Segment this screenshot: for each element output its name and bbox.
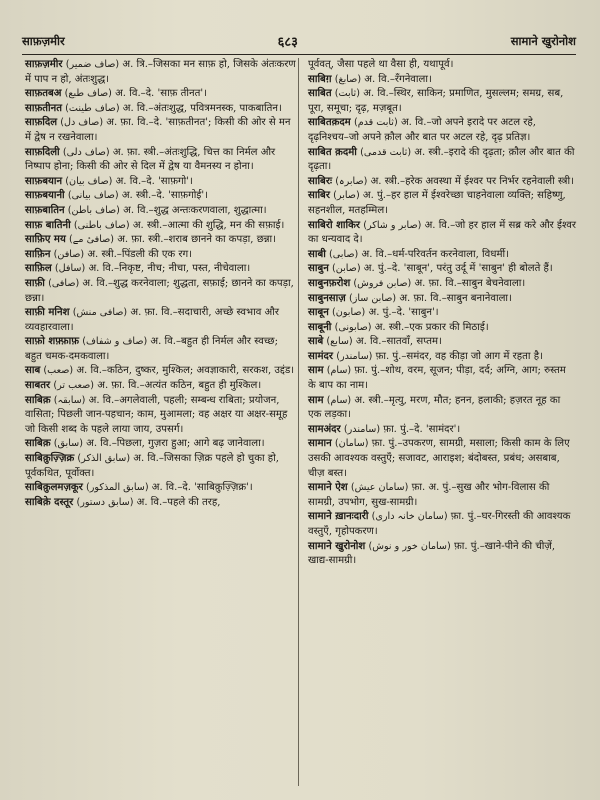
entry-definition: अ. वि.–दे. 'साबिक़ुज़्ज़िक्र'। xyxy=(148,482,253,494)
entry-headword: साबूनी xyxy=(308,321,332,333)
entry-definition: अ. वि.–निकृष्ट, नीच; नीचा, पस्त, नीचेवाला। xyxy=(85,263,251,275)
entry-urdu-script: (صافی منش) xyxy=(72,307,128,319)
entry-headword: सामाने ऐश xyxy=(308,482,348,494)
entry-definition: अ. फ़ा. वि.–अत्यंत कठिन, बहुत ही मुश्किल। xyxy=(94,380,262,392)
entry-urdu-script: (صابن ساز) xyxy=(348,292,397,304)
entry-urdu-script: (صاف طینت) xyxy=(65,102,120,114)
column-separator xyxy=(298,58,299,786)
entry-urdu-script: (صاف طبع) xyxy=(64,88,112,100)
entry-headword: सामाने ख़ानःदारी xyxy=(308,511,369,523)
entry-urdu-script: (صاف باطن) xyxy=(67,204,120,216)
entry-headword: साबित xyxy=(308,88,332,100)
entry-headword: साम xyxy=(308,365,324,377)
dictionary-entry xyxy=(25,175,297,190)
entry-headword: साबिक़ xyxy=(25,438,51,450)
dictionary-entry xyxy=(308,510,576,539)
entry-headword: साबिक़े दस्तूर xyxy=(25,496,74,508)
entry-definition: अ. पुं.–दे. 'साबून', परंतु उर्दू में 'साबुन' ही बोलते हैं। xyxy=(360,263,553,275)
entry-definition: अ. वि.–सातवाँ, सप्तम। xyxy=(352,336,442,348)
entry-headword: साफ़ो शफ़्फ़ाफ़ xyxy=(25,336,79,348)
entry-headword: साफ़िन xyxy=(25,248,51,260)
dictionary-entry xyxy=(308,540,576,569)
entry-headword: साबिक़ुज़्ज़िक्र xyxy=(25,453,75,465)
entry-definition: अ. वि.–धर्म-परिवर्तन करनेवाला, विधर्मी। xyxy=(358,248,509,260)
dictionary-entry xyxy=(25,452,297,481)
entry-urdu-script: (صعب) xyxy=(43,365,74,377)
entry-definition: अ. फ़ा. स्त्री.–अंतःशुद्धि, चित्त का निर्मल और निष्पाप होना; किसी की ओर से दिल में द्वेष या वैमनस्य न होना। xyxy=(25,146,276,173)
dictionary-entry xyxy=(308,175,576,190)
dictionary-entry xyxy=(25,437,297,452)
entry-urdu-script: (صابر و شاکر) xyxy=(363,219,422,231)
entry-definition: अ. वि.–शुद्ध अन्तःकरणवाला, शुद्धात्मा। xyxy=(119,204,267,216)
entry-headword: साफ़तबअ xyxy=(25,88,62,100)
dictionary-entry xyxy=(25,87,297,102)
entry-urdu-script: (صابن) xyxy=(332,263,361,275)
entry-definition: अ. फ़ा. वि.–दे. 'साफ़तीनत'; किसी की ओर से मन में द्वेष न रखनेवाला। xyxy=(25,117,291,143)
header-left-guide-word: साफ़ज़मीर xyxy=(22,33,65,48)
dictionary-entry xyxy=(308,58,576,73)
entry-definition: अ. वि.–कठिन, दुष्कर, मुश्किल; अवज्ञाकारी, सरकश, उद्दंड। xyxy=(73,365,295,377)
entry-headword: साबिरः xyxy=(308,175,332,187)
dictionary-entry xyxy=(25,233,297,248)
dictionary-entry xyxy=(25,219,297,234)
entry-definition: अ. वि.–जिसका ज़िक्र पहले हो चुका हो, पूर्वकथित, पूर्वोक्त। xyxy=(25,453,279,479)
dictionary-entry xyxy=(308,437,576,481)
entry-headword: साफ़ी xyxy=(25,277,45,289)
entry-headword: साबतर xyxy=(25,380,51,392)
entry-headword: साबिरो शाकिर xyxy=(308,219,361,231)
entry-definition: अ. वि.–रँगनेवाला। xyxy=(361,73,432,85)
entry-urdu-script: (سامان خانہ داری) xyxy=(371,511,448,523)
entry-urdu-script: (سام) xyxy=(326,365,352,377)
entry-urdu-script: (سامندر) xyxy=(336,350,373,362)
entry-urdu-script: (صابرہ) xyxy=(335,175,368,187)
entry-headword: सामाने खुरोनोश xyxy=(308,540,366,552)
entry-definition: अ. त्रि.–जिसका मन साफ़ हो, जिसके अंतःकरण में पाप न हो, अंतःशुद्ध। xyxy=(25,59,296,85)
entry-definition: अ. स्त्री.–इरादे की दृढ़ता; क़ौल और बात की दृढ़ता। xyxy=(308,146,575,173)
entry-headword: सामअंदर xyxy=(308,423,341,435)
entry-urdu-script: (سابق المذکور) xyxy=(86,482,149,494)
dictionary-entry xyxy=(25,262,297,277)
dictionary-entry xyxy=(308,116,576,145)
dictionary-entry xyxy=(308,335,576,350)
entry-definition: अ. वि.–अगलेवाली, पहली; सम्बन्ध राबिता; प्रयोजन, वासिता; पिछली जान-पहचान; काम, मुआमला; वह अक्षर या अक्षर-समूह जो किसी शब्द के पहले लाया जाय, उपसर्ग। xyxy=(25,394,288,435)
right-column xyxy=(308,58,576,569)
entry-definition: अ. वि.–जो हर हाल में सब्र करे और ईश्वर का धन्यवाद दे। xyxy=(308,219,576,246)
dictionary-entry xyxy=(308,87,576,116)
dictionary-entry xyxy=(25,102,297,117)
entry-definition: अ. फ़ा. वि.–सदाचारी, अच्छे स्वभाव और व्यवहारवाला। xyxy=(25,307,280,333)
entry-definition: फ़ा. पुं.–दे. 'सामंदर'। xyxy=(380,423,461,435)
entry-urdu-script: (صافی) xyxy=(48,277,80,289)
entry-urdu-script: (سافل) xyxy=(54,263,86,275)
entry-urdu-script: (صاف دل) xyxy=(60,117,104,129)
entry-definition: अ. स्त्री.–पिंडली की एक रग। xyxy=(84,248,192,260)
entry-headword: साफ़बातिन xyxy=(25,204,65,216)
entry-definition: अ. स्त्री.–एक प्रकार की मिठाई। xyxy=(371,321,489,333)
entry-headword: साफ़िल xyxy=(25,263,52,275)
entry-headword: साफ़ज़मीर xyxy=(25,59,63,70)
entry-headword: साब xyxy=(25,365,41,377)
entry-headword: साफ़ी मनिश xyxy=(25,307,70,319)
header-rule xyxy=(22,54,576,55)
entry-headword: साफ़बयान xyxy=(25,175,63,187)
dictionary-entry xyxy=(308,292,576,307)
entry-definition: अ. वि.–दे. 'साफ़गो'। xyxy=(112,175,193,187)
entry-urdu-script: (صابغ) xyxy=(334,73,362,85)
entry-definition: अ. वि.–अंतःशुद्ध, पवित्रमनस्क, पाकबातिन। xyxy=(119,102,282,114)
entry-urdu-script: (صاف دلی) xyxy=(62,146,110,158)
entry-headword: साबित क़दमी xyxy=(308,146,357,158)
dictionary-entry xyxy=(25,248,297,263)
dictionary-entry xyxy=(25,116,297,145)
entry-definition: अ. वि.–शुद्ध करनेवाला; शुद्धता, सफ़ाई; छानने का कपड़ा, छन्ना। xyxy=(25,277,294,304)
page-number: ६८३ xyxy=(277,35,298,50)
entry-urdu-script: (سابقہ) xyxy=(53,394,86,406)
entry-headword: साफ़बयानी xyxy=(25,190,65,202)
entry-urdu-script: (سابق الذکر) xyxy=(77,453,131,465)
entry-headword: साफ़दिली xyxy=(25,146,60,158)
entry-definition: अ. फ़ा. वि.–साबुन बनानेवाला। xyxy=(396,292,512,304)
dictionary-entry xyxy=(308,350,576,365)
entry-definition: अ. स्त्री.–आत्मा की शुद्धि, मन की सफ़ाई। xyxy=(129,219,285,231)
left-column xyxy=(25,58,297,510)
dictionary-entry xyxy=(25,394,297,438)
dictionary-entry xyxy=(308,321,576,336)
entry-headword: साबितक़दम xyxy=(308,117,351,129)
entry-urdu-script: (صابون) xyxy=(332,307,366,319)
entry-headword: साबुन xyxy=(308,263,329,275)
entry-urdu-script: (سابق) xyxy=(53,438,83,450)
dictionary-entry xyxy=(308,146,576,175)
entry-urdu-script: (صافیٔ مے) xyxy=(69,234,115,246)
entry-definition: अ. स्त्री.–मृत्यु, मरण, मौत; हनन, हलाकी; हज़रत नूह का एक लड़का। xyxy=(308,394,561,421)
entry-urdu-script: (صاف بیان) xyxy=(65,175,113,187)
dictionary-entry xyxy=(308,481,576,510)
dictionary-entry xyxy=(25,364,297,379)
header-right-guide-word: सामाने खुरोनोश xyxy=(510,33,576,48)
entry-headword: साफ़तीनत xyxy=(25,102,62,114)
entry-definition: पूर्ववत्, जैसा पहले था वैसा ही, यथापूर्व। xyxy=(308,59,454,70)
entry-urdu-script: (صابر) xyxy=(333,190,360,202)
entry-headword: साफ़दिल xyxy=(25,117,58,129)
entry-headword: सामान xyxy=(308,438,332,450)
dictionary-entry xyxy=(25,481,297,496)
entry-urdu-script: (صابونی) xyxy=(334,321,372,333)
entry-urdu-script: (ثابت) xyxy=(334,88,360,100)
entry-definition: अ. फ़ा. स्त्री.–शराब छानने का कपड़ा, छन्ना। xyxy=(114,234,276,246)
entry-definition: अ. वि.–दे. 'साफ़ तीनत'। xyxy=(111,88,207,100)
entry-urdu-script: (صاف و شفاف) xyxy=(82,336,148,348)
dictionary-entry xyxy=(25,204,297,219)
entry-urdu-script: (صعب تر) xyxy=(53,380,95,392)
dictionary-entry xyxy=(25,189,297,204)
entry-definition: अ. वि.–स्थिर, साकिन; प्रमाणित, मुसल्लम; समग्र, सब, पूरा, समूचा; दृढ़, मज़बूत। xyxy=(308,88,564,114)
entry-headword: साबिक़ुलमज़कूर xyxy=(25,482,83,494)
entry-headword: साफ़िए मय xyxy=(25,234,66,246)
entry-headword: साम xyxy=(308,394,324,406)
dictionary-entry xyxy=(25,306,297,335)
dictionary-entry xyxy=(25,379,297,394)
entry-definition: अ. फ़ा. वि.–साबुन बेचनेवाला। xyxy=(411,277,526,289)
dictionary-entry xyxy=(25,335,297,364)
dictionary-entry xyxy=(308,248,576,263)
entry-urdu-script: (سامان خور و نوش) xyxy=(368,540,451,552)
entry-headword: साफ़ बातिनी xyxy=(25,219,71,231)
dictionary-entry xyxy=(308,277,576,292)
dictionary-entry xyxy=(308,394,576,423)
entry-urdu-script: (سام) xyxy=(326,394,352,406)
entry-definition: अ. वि.–जो अपने इरादे पर अटल रहे, दृढ़निश्चय–जो अपने क़ौल और बात पर अटल रहे, दृढ़ प्रतिज्ञ। xyxy=(308,117,537,143)
entry-definition: फ़ा. अ. पुं.–सुख और भोग-विलास की सामग्री, उपभोग, सुख-सामग्री। xyxy=(308,482,550,508)
entry-definition: फ़ा. पुं.–खाने-पीने की चीज़ें, खाद्य-सामग्री। xyxy=(308,540,556,567)
entry-headword: साबुनसाज़ xyxy=(308,292,346,304)
entry-definition: फ़ा. पुं.–शोथ, वरम, सूजन; पीड़ा, दर्द; अग्नि, आग; रुस्तम के बाप का नाम। xyxy=(308,365,566,392)
dictionary-entry xyxy=(308,262,576,277)
dictionary-entry xyxy=(308,306,576,321)
entry-urdu-script: (سامندر) xyxy=(343,423,381,435)
entry-urdu-script: (ثابت قدمی) xyxy=(360,146,412,158)
entry-headword: साबिर xyxy=(308,190,330,202)
entry-definition: अ. स्त्री.–दे. 'साफ़गोई'। xyxy=(118,190,208,202)
dictionary-entry xyxy=(308,73,576,88)
dictionary-entry xyxy=(308,189,576,218)
dictionary-entry xyxy=(308,219,576,248)
entry-headword: सामंदर xyxy=(308,350,333,362)
entry-definition: फ़ा. पुं.–समंदर, वह कीड़ा जो आग में रहता है। xyxy=(372,350,543,362)
entry-definition: अ. पुं.–हर हाल में ईश्वरेच्छा चाहनेवाला व्यक्ति; सहिष्णु, सहनशील, मतहम्मिल। xyxy=(308,190,566,216)
dictionary-entry xyxy=(25,58,297,87)
entry-definition: अ. स्त्री.–हरेक अवस्था में ईश्वर पर निर्भर रहनेवाली स्त्री। xyxy=(367,175,574,187)
entry-urdu-script: (صابی) xyxy=(329,248,359,260)
page-header xyxy=(22,30,576,52)
entry-definition: फ़ा. पुं.–उपकरण, सामग्री, मसाला; किसी काम के लिए उसकी आवश्यक वस्तुएँ; सजावट, आराइश; बंदोबस्त, प्रबंध; असबाब, चीज़ बस्त। xyxy=(308,438,570,479)
entry-urdu-script: (ثابت قدم) xyxy=(353,117,398,129)
dictionary-entry xyxy=(25,277,297,306)
entry-definition: अ. वि.–बहुत ही निर्मल और स्वच्छ; बहुत चमक-दमकवाला। xyxy=(25,336,279,362)
dictionary-entry xyxy=(308,423,576,438)
entry-definition: अ. पुं.–दे. 'साबुन'। xyxy=(365,307,439,319)
entry-urdu-script: (سامان) xyxy=(334,438,369,450)
dictionary-entry xyxy=(308,364,576,393)
entry-urdu-script: (سابق دستور) xyxy=(76,496,134,508)
entry-headword: साबी xyxy=(308,248,326,260)
entry-urdu-script: (صابن فروش) xyxy=(353,277,412,289)
entry-urdu-script: (سامان عیش) xyxy=(350,482,409,494)
entry-urdu-script: (صاف ضمیر) xyxy=(65,59,120,70)
entry-urdu-script: (صافن) xyxy=(53,248,85,260)
entry-definition: अ. वि.–पिछला, गुज़रा हुआ; आगे बढ़ जानेवाला। xyxy=(82,438,265,450)
entry-headword: साबुनफ़रोश xyxy=(308,277,351,289)
dictionary-entry xyxy=(25,146,297,175)
entry-headword: साबिग़ xyxy=(308,73,332,85)
entry-urdu-script: (صاف باطنی) xyxy=(73,219,130,231)
entry-urdu-script: (صاف بیانی) xyxy=(67,190,119,202)
entry-headword: साबून xyxy=(308,307,329,319)
entry-definition: अ. वि.–पहले की तरह, xyxy=(133,496,221,508)
entry-headword: साबे xyxy=(308,336,324,348)
entry-headword: साबिक़ xyxy=(25,394,51,406)
entry-urdu-script: (سابع) xyxy=(326,336,353,348)
entry-definition: फ़ा. पुं.–घर-गिरस्ती की आवश्यक वस्तुएँ, गृहोपकरण। xyxy=(308,511,571,537)
dictionary-entry xyxy=(25,496,297,511)
